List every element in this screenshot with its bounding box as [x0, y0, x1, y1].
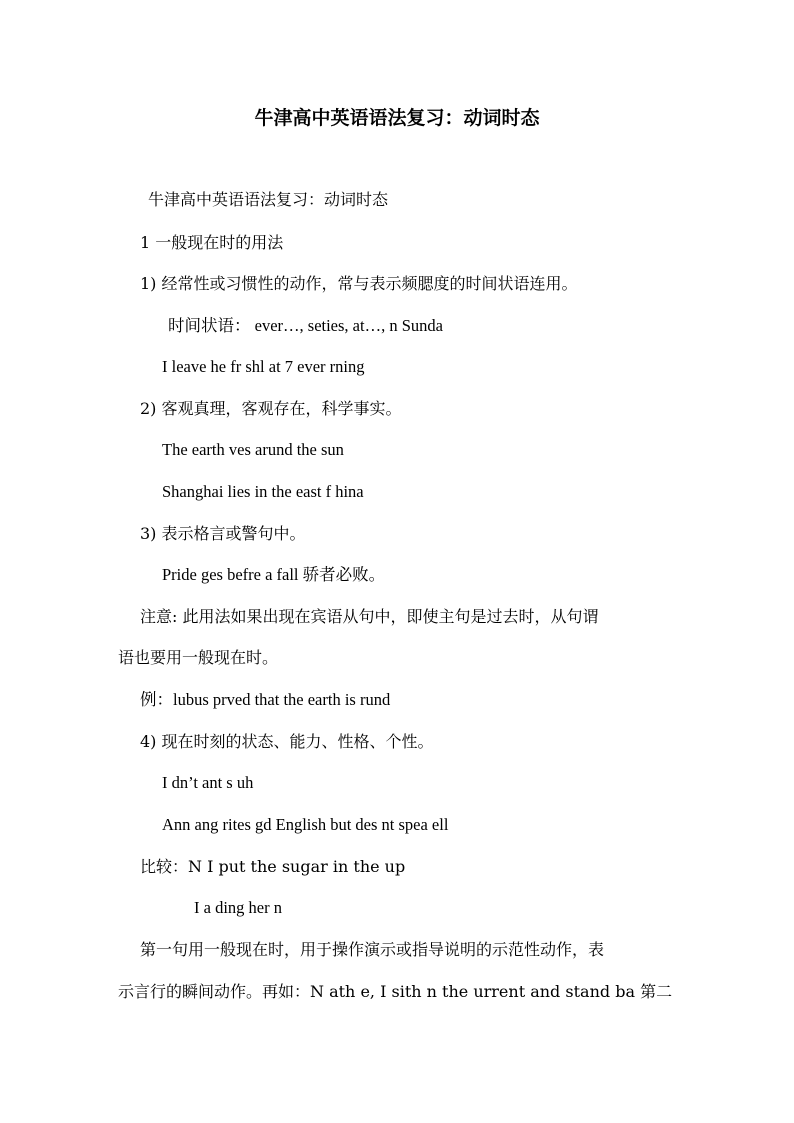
comparison-example-line: I a ding her n [194, 898, 282, 917]
usage-item-2: 2) 客观真理，客观存在，科学事实。 [140, 399, 402, 418]
example-line: 例：lubus prved that the earth is rund [140, 690, 391, 709]
usage-item-1: 1) 经常性或习惯性的动作，常与表示频腮度的时间状语连用。 [140, 274, 578, 293]
section-heading-simple-present: 1 一般现在时的用法 [140, 233, 284, 252]
explanation-line: 第一句用一般现在时，用于操作演示或指导说明的示范性动作，表 [140, 940, 605, 959]
example-line: The earth ves arund the sun [162, 440, 344, 459]
example-line: Shanghai lies in the east f hina [162, 482, 364, 501]
explanation-line-continued: 示言行的瞬间动作。再如：N ath e, I sith n the urrent and stand ba 第二 [118, 982, 673, 1001]
usage-item-4: 4) 现在时刻的状态、能力、性格、个性。 [140, 732, 434, 751]
note-line-continued: 语也要用一般现在时。 [118, 648, 279, 667]
note-line: 注意: 此用法如果出现在宾语从句中，即使主句是过去时，从句谓 [140, 607, 599, 626]
page-title: 牛津高中英语语法复习：动词时态 [254, 107, 540, 129]
example-line: I dn’t ant s uh [162, 773, 254, 792]
adverbials-line: 时间状语： ever…, seties, at…, n Sunda [168, 316, 443, 335]
example-line: I leave he fr shl at 7 ever rning [162, 357, 365, 376]
example-line: Pride ges befre a fall 骄者必败。 [162, 565, 386, 584]
usage-item-3: 3) 表示格言或警句中。 [140, 524, 306, 543]
intro-heading: 牛津高中英语语法复习：动词时态 [148, 190, 389, 209]
comparison-line: 比较：N I put the sugar in the up [140, 857, 406, 876]
example-line: Ann ang rites gd English but des nt spea ell [162, 815, 449, 834]
